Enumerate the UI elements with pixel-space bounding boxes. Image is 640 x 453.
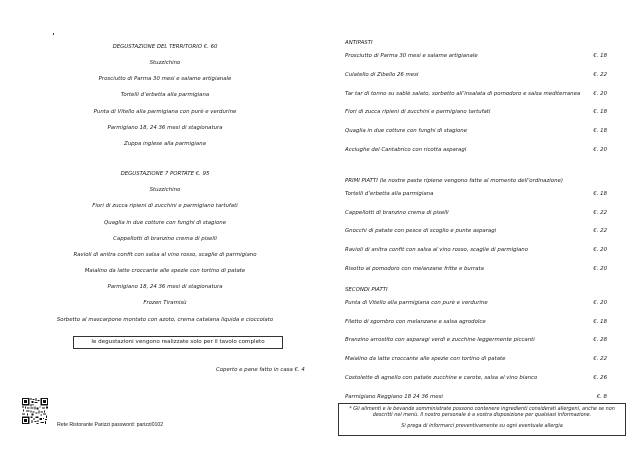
- a-la-carte-menu: [345, 40, 607, 413]
- dish-name: Punta di Vitello alla parmigiana con purè e verdurine: [345, 299, 488, 306]
- dish-name: Filetto di sgombro con melanzane e salsa agrodolce: [345, 318, 486, 325]
- list-item: Tortelli d’erbetta alla parmigiana: [120, 92, 210, 99]
- list-item: Zuppa inglese alla parmigiana: [124, 140, 206, 147]
- dish-name: Tortelli d’erbetta alla parmigiana: [345, 190, 434, 197]
- wifi-qr-code: [22, 398, 48, 424]
- list-item: Stuzzichino: [149, 187, 181, 194]
- list-item: Parmigiano 18, 24 36 mesi di stagionatura: [107, 124, 223, 131]
- menu-item: [345, 356, 607, 366]
- allergen-line: Si prega di informarci preventivamente su ogni eventuale allergia: [401, 422, 563, 429]
- dish-price: €. 22: [593, 209, 607, 216]
- dish-name: Branzino arrostito con asparagi verdi e zucchine leggermente piccanti: [345, 337, 535, 344]
- menu-item: [345, 72, 607, 82]
- allergen-notice-box: [338, 403, 626, 436]
- menu-item: [345, 228, 607, 238]
- dish-name: Acciughe del Cantabrico con ricotta asparagi: [345, 146, 467, 153]
- sette-portate-block: [40, 171, 290, 323]
- dish-name: Prosciutto di Parma 30 mesi e salame artigianale: [345, 53, 478, 59]
- dish-price: €. 18: [593, 109, 607, 116]
- dish-price: €. 18: [593, 53, 607, 59]
- list-item: Stuzzichino: [149, 60, 181, 66]
- territorio-block: [40, 44, 290, 147]
- menu-item: [345, 210, 607, 220]
- list-item: Frozen Tiramisù: [143, 300, 187, 307]
- wifi-credentials: Rete Ristorante Parizzi password: parizzi0102: [57, 422, 164, 428]
- dish-price: €. 22: [593, 71, 607, 78]
- allergen-line: * Gli alimenti e le bevande somministrate possono contenere ingredienti considerati allergeni, anche se non: [349, 406, 615, 412]
- dish-name: Ravioli di anitra confit con salsa al vino rosso, scaglie di parmigiano: [345, 247, 529, 254]
- dish-name: Parmigiano Reggiano 18 24 36 mesi: [345, 393, 443, 400]
- dish-price: €. 20: [593, 90, 607, 97]
- allergen-line: descritti nel menù. Il nostro personale è a vostra disposizione per qualsiasi informazione.: [372, 412, 592, 419]
- menu-item: [345, 53, 607, 63]
- antipasti-title: ANTIPASTI: [345, 40, 373, 46]
- primi-title: PRIMI PIATTI (le nostre paste ripiene vengono fatte al momento dell’ordinazione): [345, 177, 563, 184]
- dish-price: €. 22: [593, 356, 607, 363]
- list-item: Prosciutto di Parma 30 mesi e salame artigianale: [98, 76, 232, 83]
- list-item: Sorbetto al mascarpone montato con azoto, crema catalana liquida e cioccolato: [56, 316, 274, 323]
- dish-price: €. 22: [593, 228, 607, 235]
- secondi-title: SECONDI PIATTI: [345, 286, 388, 293]
- dish-name: Culatello di Zibello 26 mesi: [345, 71, 419, 78]
- dish-price: €. 20: [593, 247, 607, 254]
- coperto-note: Coperto e pane fatto in casa €. 4: [216, 367, 305, 373]
- menu-item: [345, 191, 607, 201]
- corner-mark: [53, 33, 54, 35]
- dish-price: €. 18: [593, 190, 607, 197]
- dish-price: €. 20: [593, 265, 607, 272]
- territorio-title: DEGUSTAZIONE DEL TERRITORIO €. 60: [112, 44, 218, 50]
- dish-price: €. 20: [593, 299, 607, 306]
- menu-item: [345, 147, 607, 157]
- menu-item: [345, 109, 607, 119]
- dish-price: €. 18: [593, 128, 607, 135]
- dish-price: €. 8: [596, 393, 607, 400]
- menu-item: [345, 128, 607, 138]
- dish-price: €. 20: [593, 146, 607, 153]
- list-item: Punta di Vitello alla parmigiana con purè e verdurine: [93, 108, 237, 115]
- list-item: Quaglia in due cotture con funghi di stagione: [103, 219, 227, 226]
- dish-name: Fiori di zucca ripieni di zucchini e parmigiano tartufati: [345, 109, 491, 116]
- tasting-menus: [40, 44, 290, 333]
- menu-item: [345, 300, 607, 310]
- degustation-note-box: le degustazioni vengono realizzate solo per il tavolo completo: [73, 336, 283, 349]
- dish-price: €. 28: [593, 337, 607, 344]
- menu-item: [345, 266, 607, 276]
- dish-name: Risotto al pomodoro con melanzane fritte e burrata: [345, 265, 484, 272]
- list-item: Parmigiano 18, 24 36 mesi di stagionatura: [107, 284, 223, 291]
- dish-price: €. 18: [593, 318, 607, 325]
- menu-item: [345, 91, 607, 101]
- sette-portate-title: DEGUSTAZIONE 7 PORTATE €. 95: [120, 171, 210, 178]
- list-item: Ravioli di anitra confit con salsa al vino rosso, scaglie di parmigiano: [73, 251, 257, 258]
- dish-name: Tar tar di tonno su sablè salato, sorbetto all’insalata di pomodoro e salsa mediterranea: [345, 90, 581, 97]
- dish-name: Cappellotti di branzino crema di piselli: [345, 209, 449, 216]
- dish-price: €. 26: [593, 374, 607, 381]
- list-item: Maialino da latte croccante alle spezie con tortino di patate: [84, 268, 246, 275]
- dish-name: Costolette di agnello con patate zucchine e carote, salsa al vino bianco: [345, 374, 538, 381]
- list-item: Cappellotti di branzino crema di piselli: [113, 235, 217, 242]
- menu-item: [345, 247, 607, 257]
- dish-name: Quaglia in due cotture con funghi di stagione: [345, 128, 468, 135]
- menu-item: [345, 337, 607, 347]
- menu-item: [345, 375, 607, 385]
- menu-item: [345, 319, 607, 329]
- dish-name: Gnocchi di patate con pesce di scoglio e punte asparagi: [345, 228, 497, 235]
- list-item: Fiori di zucca ripieni di zucchini e parmigiano tartufati: [92, 203, 238, 210]
- dish-name: Maialino da latte croccante alle spezie con tortino di patate: [345, 356, 506, 363]
